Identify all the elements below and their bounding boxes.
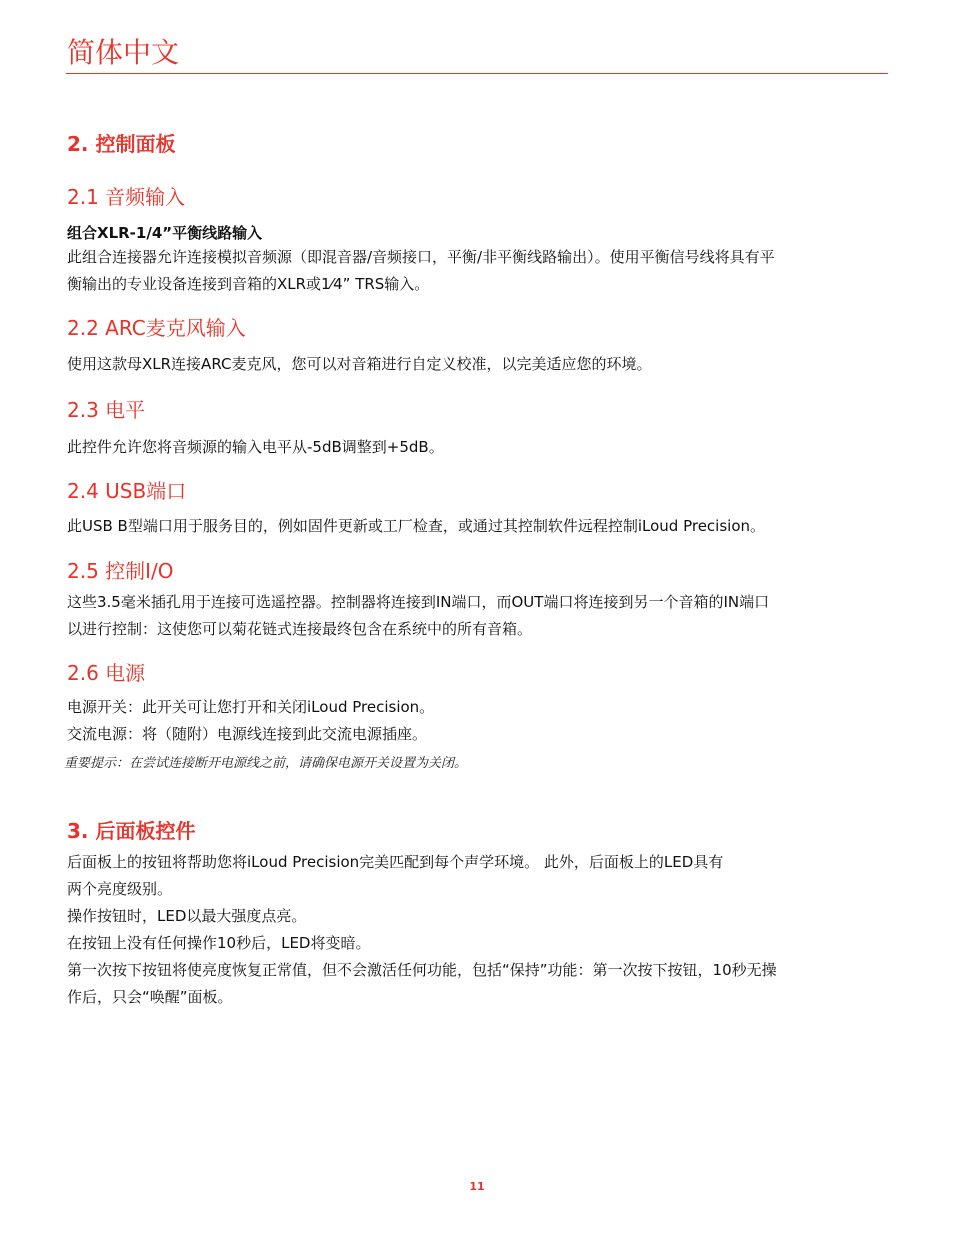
paragraph-line: 此控件允许您将音频源的输入电平从-5dB调整到+5dB。 <box>67 438 444 456</box>
page-number: 11 <box>469 1180 485 1193</box>
paragraph-line: 第一次按下按钮将使亮度恢复正常值，但不会激活任何功能，包括“保持”功能：第一次按下按钮，10秒无操 <box>67 961 777 979</box>
section-2-2-heading: 2.2 ARC麦克风输入 <box>67 316 246 340</box>
paragraph-line: 衡输出的专业设备连接到音箱的XLR或1⁄4” TRS输入。 <box>67 275 430 293</box>
paragraph-line: 这些3.5毫米插孔用于连接可选遥控器。控制器将连接到IN端口，而OUT端口将连接到另一个音箱的IN端口 <box>67 593 770 611</box>
paragraph-line: 电源开关：此开关可让您打开和关闭iLoud Precision。 <box>67 698 435 716</box>
paragraph-line: 交流电源：将（随附）电源线连接到此交流电源插座。 <box>67 725 428 743</box>
paragraph-line: 作后，只会“唤醒”面板。 <box>67 988 233 1006</box>
paragraph-line: 操作按钮时，LED以最大强度点亮。 <box>67 907 307 925</box>
paragraph-line: 此USB B型端口用于服务目的，例如固件更新或工厂检查，或通过其控制软件远程控制iLoud Precision。 <box>67 517 766 535</box>
important-note: 重要提示：在尝试连接断开电源线之前，请确保电源开关设置为关闭。 <box>64 756 468 771</box>
section-2-6-body <box>67 694 887 748</box>
paragraph-line: 此组合连接器允许连接模拟音频源（即混音器/音频接口，平衡/非平衡线路输出）。使用平衡信号线将具有平 <box>67 248 775 266</box>
section-2-1-body <box>67 244 887 298</box>
paragraph-line: 以进行控制：这使您可以菊花链式连接最终包含在系统中的所有音箱。 <box>67 620 533 638</box>
paragraph-line: 两个亮度级别。 <box>67 880 173 898</box>
section-2-3-body <box>67 434 887 461</box>
section-2-5-body <box>67 589 887 643</box>
section-2-3-heading: 2.3 电平 <box>67 398 146 422</box>
paragraph-line: 后面板上的按钮将帮助您将iLoud Precision完美匹配到每个声学环境。 此外，后面板上的LED具有 <box>67 853 724 871</box>
section-3-heading: 3. 后面板控件 <box>67 819 196 843</box>
section-2-2-body <box>67 351 887 378</box>
header-divider <box>66 73 888 74</box>
paragraph-line: 在按钮上没有任何操作10秒后，LED将变暗。 <box>67 934 371 952</box>
section-2-4-body <box>67 513 887 540</box>
paragraph-line: 使用这款母XLR连接ARC麦克风，您可以对音箱进行自定义校准，以完美适应您的环境。 <box>67 355 652 373</box>
section-2-heading: 2. 控制面板 <box>67 132 176 156</box>
section-2-5-heading: 2.5 控制I/O <box>67 559 174 583</box>
section-2-1-subtitle: 组合XLR-1/4”平衡线路输入 <box>67 224 263 242</box>
section-3-body <box>67 849 887 1011</box>
page-header-title: 简体中文 <box>67 36 180 69</box>
section-2-4-heading: 2.4 USB端口 <box>67 479 187 503</box>
section-2-1-heading: 2.1 音频输入 <box>67 185 186 209</box>
section-2-6-heading: 2.6 电源 <box>67 661 146 685</box>
